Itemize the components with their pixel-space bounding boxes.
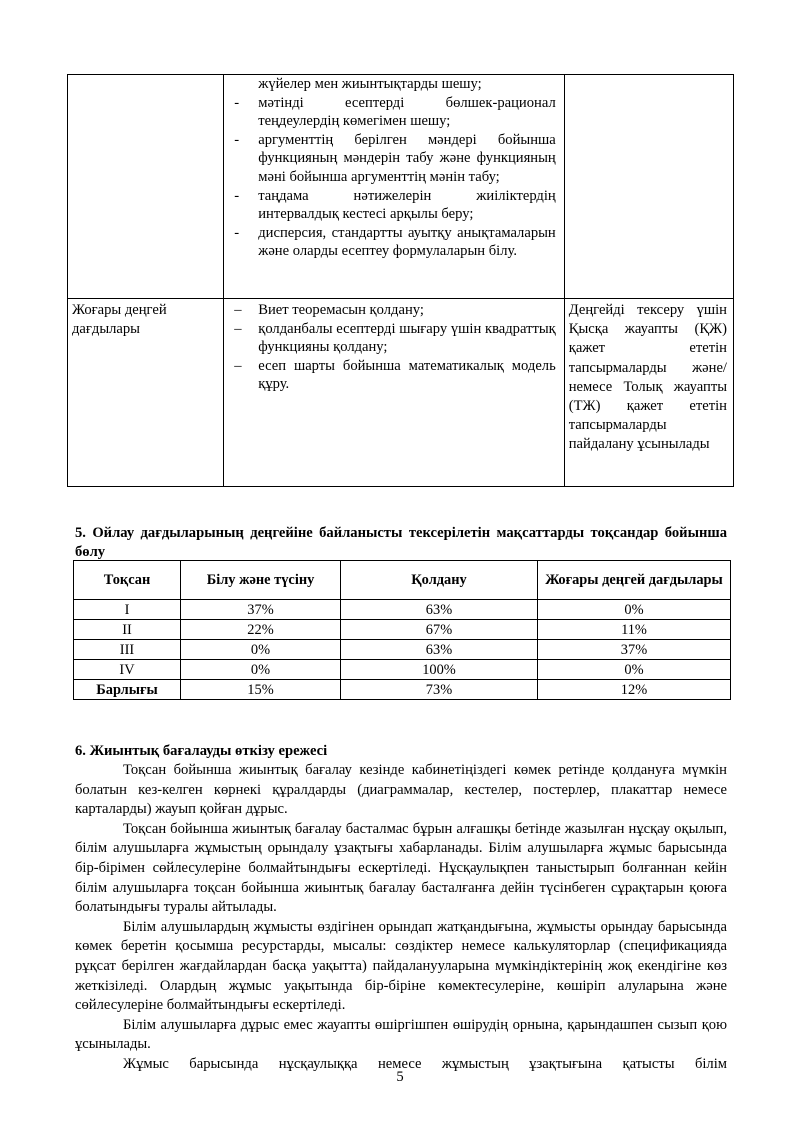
list-item: – қолданбалы есептерді шығару үшін квадраттық функцияны қолдану; (234, 320, 556, 356)
paragraph: Тоқсан бойынша жиынтық бағалау басталмас бұрын алғашқы бетінде жазылған нұсқау оқылып, білім алушыларға жұмыстың орындалу ұзақтығы хабарланады. Білім алушыларға жұмыс барысында бір-бірімен сөйлесулеріне болмайтындығы ескертіледі. Нұсқаулықпен таныстырып болғаннан кейін білім алушыларға тоқсан бойынша жиынтық бағалау басталғанға дейін түсінбеген сұрақтарын қоюға болатындығы туралы айтылады. (75, 820, 727, 916)
table-cell: 100% (341, 660, 538, 680)
list-item: жүйелер мен жиынтықтарды шешу; (258, 76, 482, 92)
level-cell (68, 75, 224, 299)
column-header: Жоғары деңгей дағдылары (538, 561, 731, 600)
table-cell: I (74, 600, 181, 620)
table-cell: 73% (341, 680, 538, 700)
list-item: - аргументтің берілген мәндері бойынша функцияның мәндерін табу және функцияның мәні бойынша аргументтің мәнін табу; (234, 131, 556, 185)
section-6-body (75, 761, 727, 1075)
table-row (74, 660, 731, 680)
table-row (74, 620, 731, 640)
table-row (74, 600, 731, 620)
table-header-row (74, 561, 731, 600)
section-5-heading: 5. Ойлау дағдыларының деңгейіне байланысты тексерілетін мақсаттарды тоқсандар бойынша бөлу (75, 525, 727, 560)
table-cell: 0% (181, 660, 341, 680)
objectives-table (67, 74, 734, 487)
table-cell: 22% (181, 620, 341, 640)
objectives-list (224, 75, 564, 261)
table-cell: 63% (341, 640, 538, 660)
recommendation-cell (564, 75, 733, 299)
objectives-cell (224, 299, 565, 487)
quarter-distribution-table (73, 560, 731, 700)
table-cell: 0% (538, 660, 731, 680)
list-item: - таңдама нәтижелерін жиіліктердің интервалдық кестесі арқылы беру; (234, 187, 556, 223)
table-total-row (74, 680, 731, 700)
table-cell: 15% (181, 680, 341, 700)
table-row (68, 75, 734, 299)
table-cell: IV (74, 660, 181, 680)
table-cell: 37% (181, 600, 341, 620)
column-header: Тоқсан (74, 561, 181, 600)
table-cell: 67% (341, 620, 538, 640)
objectives-list (224, 299, 564, 394)
table-cell: 0% (538, 600, 731, 620)
table-cell: Барлығы (74, 680, 181, 700)
table-row (74, 640, 731, 660)
list-item: – Виет теоремасын қолдану; (234, 302, 424, 318)
objectives-cell (224, 75, 565, 299)
recommendation-cell: Деңгейді тексеру үшін Қысқа жауапты (ҚЖ) қажет ететін тапсырмаларды және/немесе Толық жауапты (ТЖ) қажет ететін тапсырмаларды пайдалану ұсынылады (564, 299, 733, 487)
list-item: - дисперсия, стандартты ауытқу анықтамаларын және оларды есептеу формулаларын білу. (234, 224, 556, 260)
table-cell: 0% (181, 640, 341, 660)
paragraph: Білім алушыларға дұрыс емес жауапты өшіргішпен өшірудің орнына, қарындашпен сызып қою ұсынылады. (75, 1016, 727, 1053)
table-cell: III (74, 640, 181, 660)
column-header: Білу және түсіну (181, 561, 341, 600)
paragraph: Тоқсан бойынша жиынтық бағалау кезінде кабинетіңіздегі көмек ретінде қолдануға мүмкін болатын кез-келген көрнекі құралдарды (диаграммалар, кестелер, постерлер, плакаттар немесе карталарды) жауып қойған дұрыс. (75, 762, 727, 818)
list-item: - мәтінді есептерді бөлшек-рационал теңдеулердің көмегімен шешу; (234, 94, 556, 130)
section-6-heading: 6. Жиынтық бағалауды өткізу ережесі (75, 743, 328, 759)
page-number: 5 (396, 1069, 404, 1085)
table-cell: 63% (341, 600, 538, 620)
level-cell: Жоғары деңгей дағдылары (68, 299, 224, 487)
table-cell: 12% (538, 680, 731, 700)
list-item: – есеп шарты бойынша математикалық модель құру. (234, 357, 556, 393)
paragraph: Жұмыс барысында нұсқаулыққа немесе жұмыстың ұзақтығына қатысты білім (123, 1055, 727, 1072)
table-cell: 37% (538, 640, 731, 660)
table-cell: 11% (538, 620, 731, 640)
table-row (68, 299, 734, 487)
table-cell: II (74, 620, 181, 640)
paragraph: Білім алушылардың жұмысты өздігінен орындап жатқандығына, жұмысты орындау барысында көмек беретін қосымша ресурстарды, мысалы: сөздіктер немесе калькуляторлар (спецификацияда рұқсат берілген жағдайлардан басқа уақытта) пайдаланууларына мүмкіндіктерінің жоқ екендігіне көз жеткізіледі. Олардың жұмыс уақытында бір-біріне көмектесулеріне, көшіріп алуларына және сөйлесулеріне болмайтындығы ескертіледі. (75, 918, 727, 1014)
column-header: Қолдану (341, 561, 538, 600)
